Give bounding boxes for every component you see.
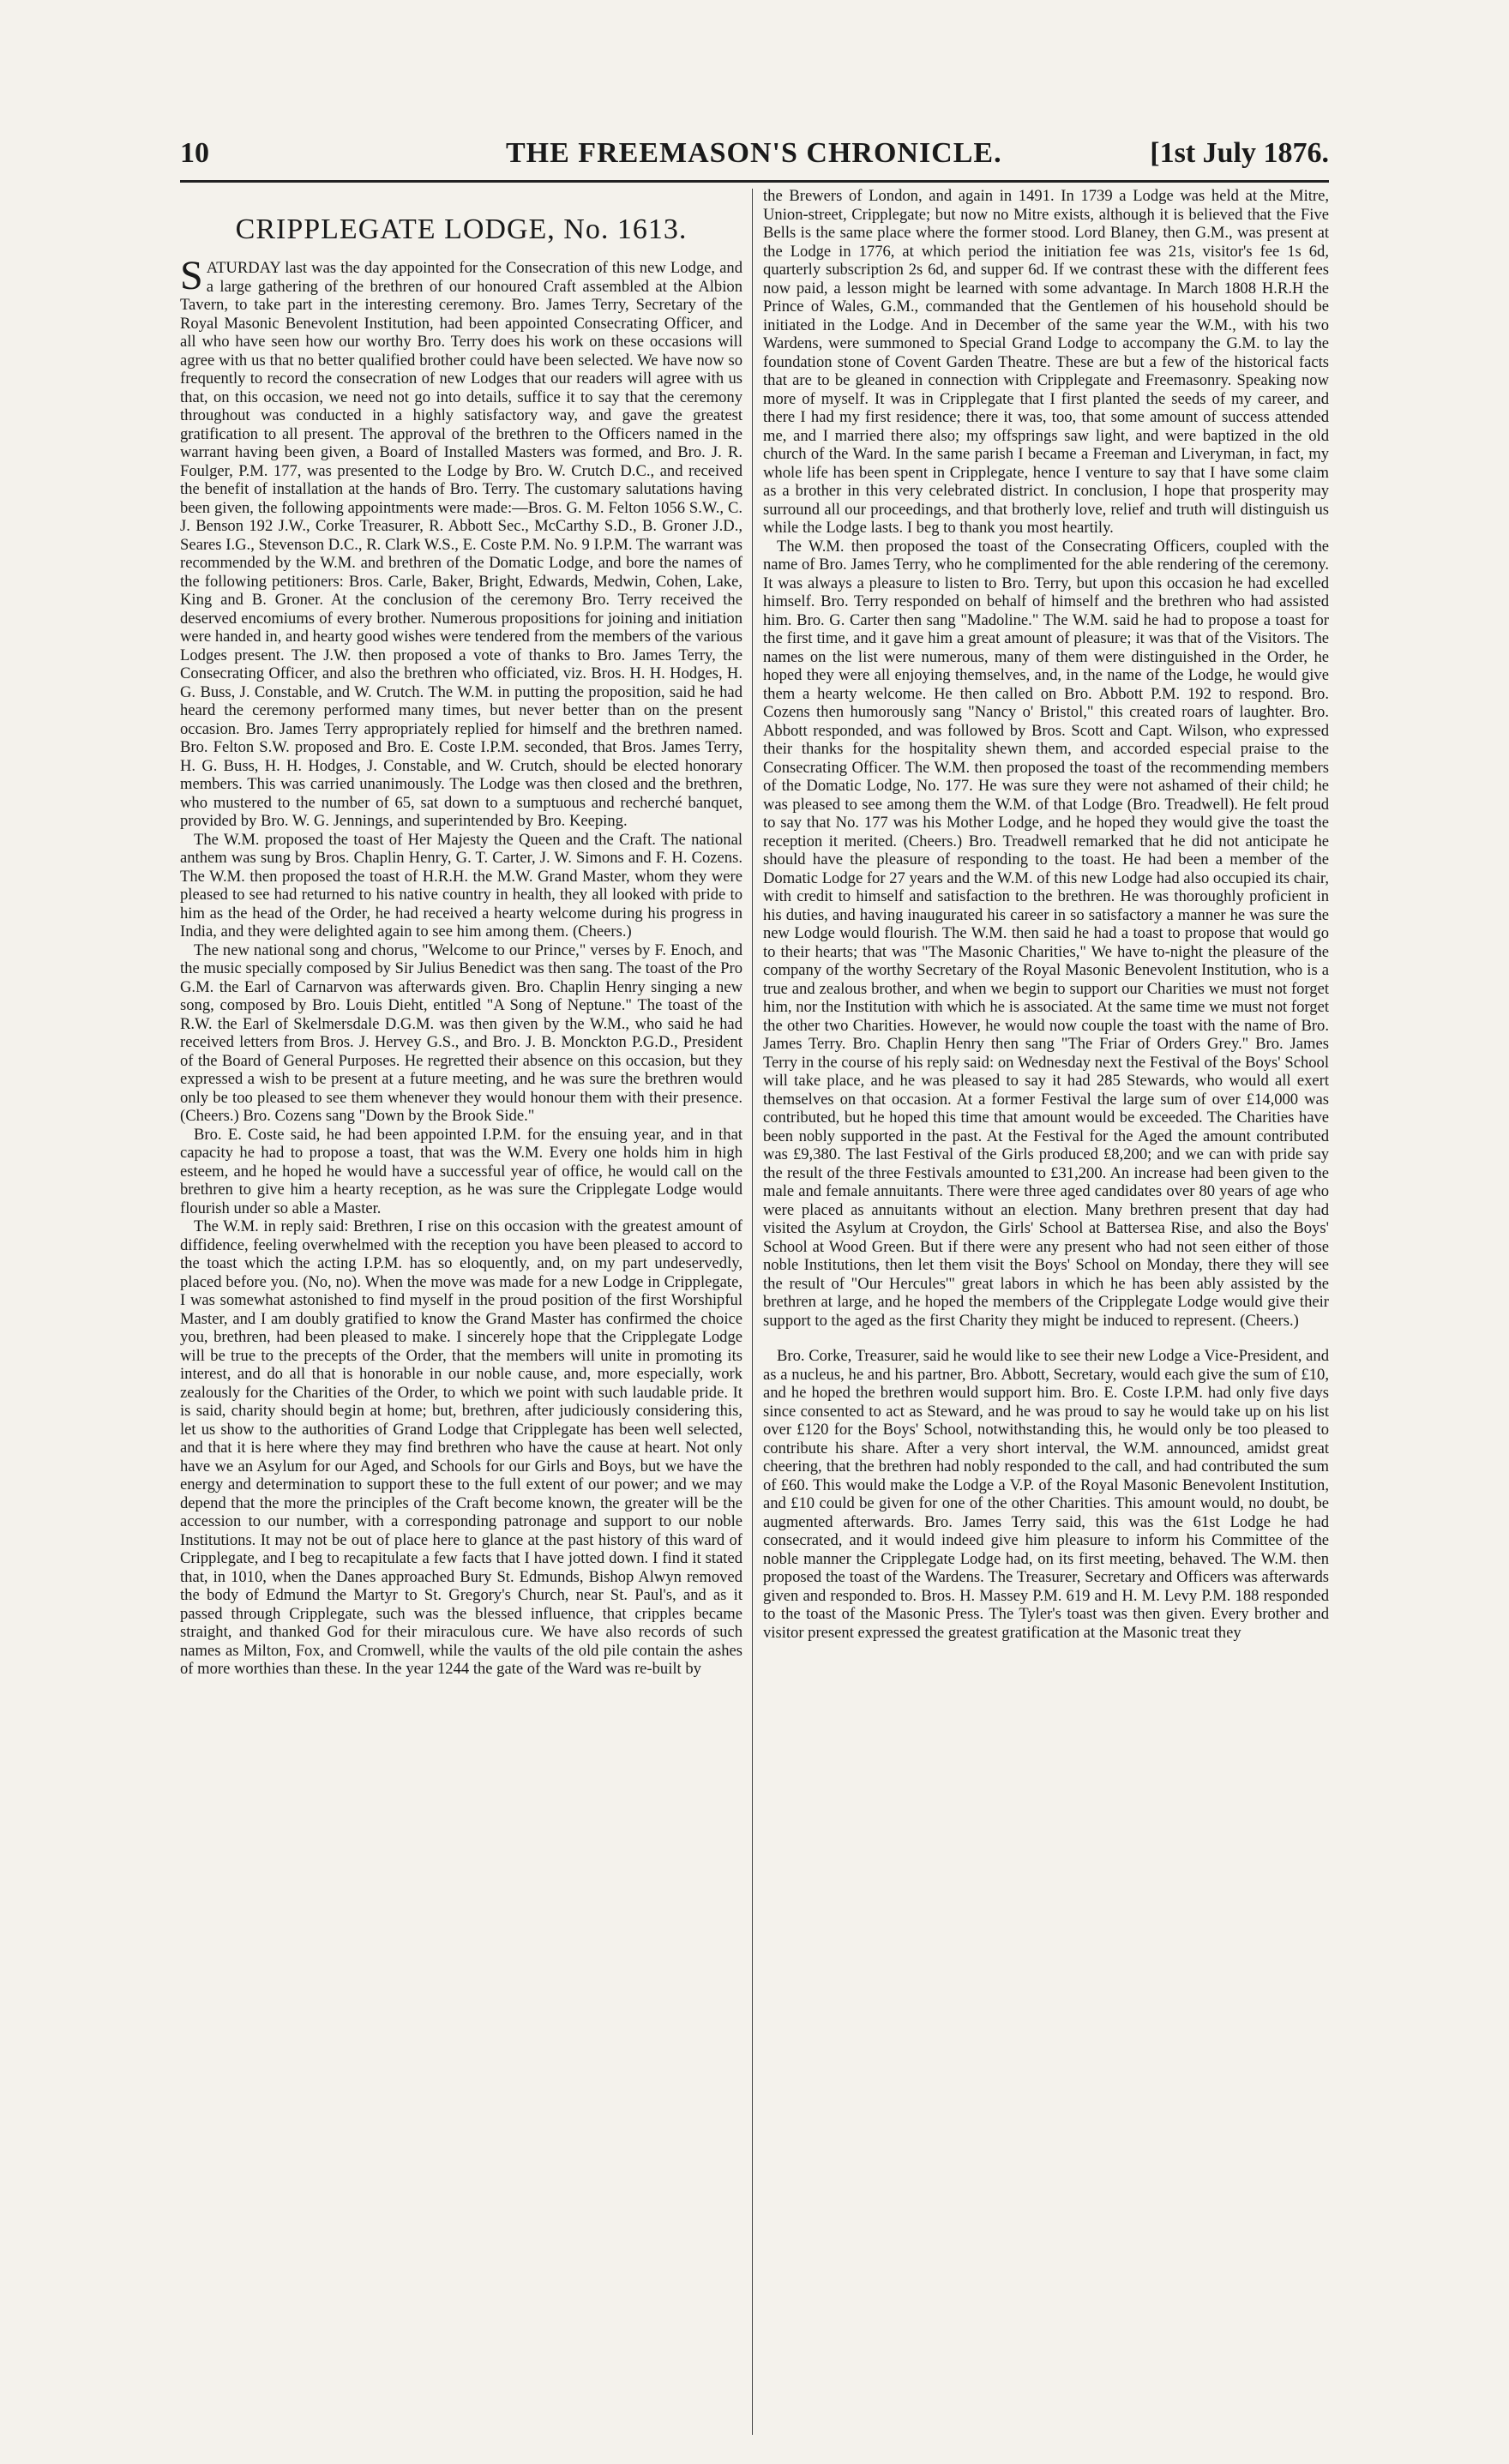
article-paragraph: Bro. Corke, Treasurer, said he would like to see their new Lodge a Vice-President, and as a nucleus, he and his partner, Bro. Abbott, Secretary, would each give the sum of £10, and he hoped the brethren would support him. Bro. E. Coste I.P.M. had only five days since consented to act as Steward, and he was proud to say he would take up on his list over £120 for the Boys' School, notwithstanding this, he would only be too pleased to contribute his share. After a very short interval, the W.M. announced, amidst great cheering, that the brethren had nobly responded to the call, and had contributed the sum of £60. This would make the Lodge a V.P. of the Royal Masonic Benevolent Institution, and £10 could be given for one of the other Charities. This amount would, no doubt, be augmented afterwards. Bro. James Terry said, this was the 61st Lodge he had consecrated, and it would indeed give him pleasure to inform his Committee of the noble manner the Cripplegate Lodge had, on its first meeting, behaved. The W.M. then proposed the toast of the Wardens. The Treasurer, Secretary and Officers was afterwards given and responded to. Bros. H. Massey P.M. 619 and H. M. Levy P.M. 188 responded to the toast of the Masonic Press. The Tyler's toast was then given. Every brother and visitor present expressed the greatest gratification at the Masonic treat they: [763, 1347, 1329, 1642]
article-paragraph: the Brewers of London, and again in 1491. In 1739 a Lodge was held at the Mitre, Union-street, Cripplegate; but now no Mitre exists, although it is believed that the Five Bells is the same place where the former stood. Lord Blaney, then G.M., was present at the Lodge in 1776, at which period the initiation fee was 21s, visitor's fee 1s 6d, quarterly subscription 2s 6d, and supper 6d. If we contrast these with the different fees now paid, a lesson might be learned with some advantage. In March 1808 H.R.H the Prince of Wales, G.M., commanded that the Gentlemen of his household should be initiated in the Lodge. And in December of the same year the W.M., with his two Wardens, were summoned to Special Grand Lodge to accompany the G.M. to lay the foundation stone of Covent Garden Theatre. These are but a few of the historical facts that are to be gleaned in connection with Cripplegate and Freemasonry. Speaking now more of myself. It was in Cripplegate that I first planted the seeds of my career, and there I had my first residence; there it was, too, that some amount of success attended me, and I married there also; my offsprings saw light, and were baptized in the old church of the Ward. In the same parish I became a Freeman and Liveryman, in fact, my whole life has been spent in Cripplegate, hence I venture to say that I have some claim as a brother in this very celebrated district. In conclusion, I hope that prosperity may surround all our proceedings, and that brotherly love, relief and truth will distinguish us while the Lodge lasts. I beg to thank you most heartily.: [763, 187, 1329, 537]
header-rule: [180, 180, 1329, 183]
publication-title: THE FREEMASON'S CHRONICLE.: [506, 137, 1002, 169]
page-header: [180, 137, 1329, 177]
article-paragraph: SATURDAY last was the day appointed for the Consecration of this new Lodge, and a large gathering of the brethren of our honoured Craft assembled at the Albion Tavern, to take part in the interesting ceremony. Bro. James Terry, Secretary of the Royal Masonic Benevolent Institution, had been appointed Consecrating Officer, and all who have seen how our worthy Bro. Terry does his work on these occasions will agree with us that no better qualified brother could have been selected. We have now so frequently to record the consecration of new Lodges that our readers will agree with us that, on this occasion, we need not go into details, suffice it to say that the ceremony throughout was conducted in a highly satisfactory way, and gave the greatest gratification to all present. The approval of the brethren to the Officers named in the warrant having been given, a Board of Installed Masters was formed, and Bro. J. R. Foulger, P.M. 177, was presented to the Lodge by Bro. W. Crutch D.C., and received the benefit of installation at the hands of Bro. Terry. The customary salutations having been given, the following appointments were made:—Bros. G. M. Felton 1056 S.W., C. J. Benson 192 J.W., Corke Treasurer, R. Abbott Sec., McCarthy S.D., B. Groner J.D., Seares I.G., Stevenson D.C., R. Clark W.S., E. Coste P.M. No. 9 I.P.M. The warrant was recommended by the W.M. and brethren of the Domatic Lodge, and bore the names of the following petitioners: Bros. Carle, Baker, Bright, Edwards, Medwin, Cohen, Lake, King and B. Groner. At the conclusion of the ceremony Bro. Terry received the deserved encomiums of every brother. Numerous propositions for joining and initiation were handed in, and hearty good wishes were tendered from the members of the various Lodges present. The J.W. then proposed a vote of thanks to Bro. James Terry, the Consecrating Officer, and also the brethren who officiated, viz. Bros. H. H. Hodges, H. G. Buss, J. Constable, and W. Crutch. The W.M. in putting the proposition, said he had heard the ceremony performed many times, but never better than on the present occasion. Bro. James Terry appropriately replied for himself and the brethren named. Bro. Felton S.W. proposed and Bro. E. Coste I.P.M. seconded, that Bros. James Terry, H. G. Buss, H. H. Hodges, J. Constable, and W. Crutch, should be elected honorary members. This was carried unanimously. The Lodge was then closed and the brethren, who mustered to the number of 65, sat down to a sumptuous and recherché banquet, provided by Bro. W. G. Jennings, and superintended by Bro. Keeping.: [180, 253, 742, 830]
article-paragraph: The W.M. proposed the toast of Her Majesty the Queen and the Craft. The national anthem was sung by Bros. Chaplin Henry, G. T. Carter, J. W. Simons and F. H. Cozens. The W.M. then proposed the toast of H.R.H. the M.W. Grand Master, whom they were pleased to see had returned to his native country in health, they all looked with pride to him as the head of the Order, he had received a hearty welcome during his progress in India, and they were delighted again to see him among them. (Cheers.): [180, 830, 742, 941]
page-number: 10: [180, 137, 209, 169]
left-column: [180, 187, 742, 1679]
article-paragraph: The new national song and chorus, "Welcome to our Prince," verses by F. Enoch, and the music specially composed by Sir Julius Benedict was then sang. The toast of the Pro G.M. the Earl of Carnarvon was afterwards given. Bro. Chaplin Henry singing a new song, composed by Bro. Louis Dieht, entitled "A Song of Neptune." The toast of the R.W. the Earl of Skelmersdale D.G.M. was then given by the W.M., who said he had received letters from Bros. J. Hervey G.S., and Bro. J. B. Monckton P.G.D., President of the Board of General Purposes. He regretted their absence on this occasion, but they expressed a wish to be present at a future meeting, and he was sure the brethren would only be too pleased to see them whenever they would honour them with their presence. (Cheers.) Bro. Cozens sang "Down by the Brook Side.": [180, 941, 742, 1125]
article-paragraph: Bro. E. Coste said, he had been appointed I.P.M. for the ensuing year, and in that capacity he had to propose a toast, that was the W.M. Every one holds him in high esteem, and he hoped he would have a successful year of office, he would call on the brethren to give him a hearty reception, as he was sure the Cripplegate Lodge would flourish under so able a Master.: [180, 1125, 742, 1217]
issue-date: [1st July 1876.: [1150, 137, 1329, 169]
article-paragraph: The W.M. then proposed the toast of the Consecrating Officers, coupled with the name of Bro. James Terry, who he complimented for the able rendering of the ceremony. It was always a pleasure to listen to Bro. Terry, but upon this occasion he had excelled himself. Bro. Terry responded on behalf of himself and the brethren who had assisted him. Bro. G. Carter then sang "Madoline." The W.M. said he had to propose a toast for the first time, and it gave him a great amount of pleasure; it was that of the Visitors. The names on the list were numerous, many of them were distinguished in the Order, he hoped they were all enjoying themselves, and, in the name of the Lodge, he would give them a hearty welcome. He then called on Bro. Abbott P.M. 192 to respond. Bro. Cozens then humorously sang "Nancy o' Bristol," this created roars of laughter. Bro. Abbott responded, and was followed by Bros. Scott and Capt. Wilson, who expressed their thanks for the hospitality shewn them, and accorded especial praise to the Consecrating Officer. The W.M. then proposed the toast of the recommending members of the Domatic Lodge, No. 177. He was sure they were not ashamed of their child; he was pleased to see among them the W.M. of that Lodge (Bro. Treadwell). He felt proud to say that No. 177 was his Mother Lodge, and he hoped they would give the toast the reception it merited. (Cheers.) Bro. Treadwell remarked that he did not anticipate he should have the pleasure of responding to the toast. He had been a member of the Domatic Lodge for 27 years and the W.M. of this new Lodge had also occupied its chair, with credit to himself and satisfaction to the brethren. He was thoroughly proficient in his duties, and having inaugurated his career in so satisfactory a manner he was sure the new Lodge would flourish. The W.M. then said he had a toast to propose that would go to their hearts; that was "The Masonic Charities," We have to-night the pleasure of the company of the worthy Secretary of the Royal Masonic Benevolent Institution, who is a true and zealous brother, and when we begin to support our Charities we must not forget him, nor the Institution with which he is associated. At the same time we must not forget the other two Charities. However, he would now couple the toast with the name of Bro. James Terry. Bro. Chaplin Henry then sang "The Friar of Orders Grey." Bro. James Terry in the course of his reply said: on Wednesday next the Festival of the Boys' School will take place, and he was pleased to say it had 285 Stewards, who would all exert themselves on that occasion. At a former Festival the large sum of over £14,000 was contributed, but he hoped this time that amount would be exceeded. The Charities have been nobly supported in the past. At the Festival for the Aged the amount contributed was £9,380. The last Festival of the Girls produced £8,200; and we can with pride say the result of the three Festivals amounted to £31,200. An increase had been given to the male and female annuitants. There were three aged candidates over 80 years of age who were placed as annuitants without an election. Many brethren present that day had visited the Asylum at Croydon, the Girls' School at Battersea Rise, and also the Boys' School at Wood Green. But if there were any present who had not seen either of those noble Institutions, then let them visit the Boys' School on Monday, there they will see the result of "Our Hercules'" great labors in which he has been ably assisted by the brethren at large, and he hoped the members of the Cripplegate Lodge would give their support to the aged as the first Charity they might be induced to represent. (Cheers.): [763, 537, 1329, 1330]
article-title: CRIPPLEGATE LODGE, No. 1613.: [235, 213, 688, 245]
article-paragraph: The W.M. in reply said: Brethren, I rise on this occasion with the greatest amount of diffidence, feeling overwhelmed with the reception you have been pleased to accord to the toast which the acting I.P.M. has so eloquently, and, on my part undeservedly, placed before you. (No, no). When the move was made for a new Lodge in Cripplegate, I was somewhat astonished to find myself in the proud position of the first Worshipful Master, and I am doubly gratified to know the Grand Master has confirmed the choice you, brethren, had been pleased to make. I sincerely hope that the Cripplegate Lodge will be true to the precepts of the Order, that the members will unite in promoting its interest, and do all that is honorable in our noble cause, and, more especially, work zealously for the Charities of the Order, to which we point with such laudable pride. It is said, charity should begin at home; but, brethren, after judiciously considering this, let us show to the authorities of Grand Lodge that Cripplegate has been well selected, and that it is here where they may find brethren who have the cause at heart. Not only have we an Asylum for our Aged, and Schools for our Girls and Boys, but we have the energy and determination to support these to the full extent of our power; and we may depend that the more the principles of the Craft become known, the greater will be the accession to our number, with a corresponding patronage and support to our noble Institutions. It may not be out of place here to glance at the past history of this ward of Cripplegate, and I beg to recapitulate a few facts that I have jotted down. I find it stated that, in 1010, when the Danes approached Bury St. Edmunds, Bishop Alwyn removed the body of Edmund the Martyr to St. Gregory's Church, near St. Paul's, and as it passed through Cripplegate, such was the blessed influence, that cripples became straight, and thanked God for their miraculous cure. We have also records of such names as Milton, Fox, and Cromwell, while the vaults of the old pile contain the ashes of more worthies than these. In the year 1244 the gate of the Ward was re-built by: [180, 1217, 742, 1678]
right-column: [763, 187, 1329, 1642]
column-divider: [752, 189, 753, 2435]
